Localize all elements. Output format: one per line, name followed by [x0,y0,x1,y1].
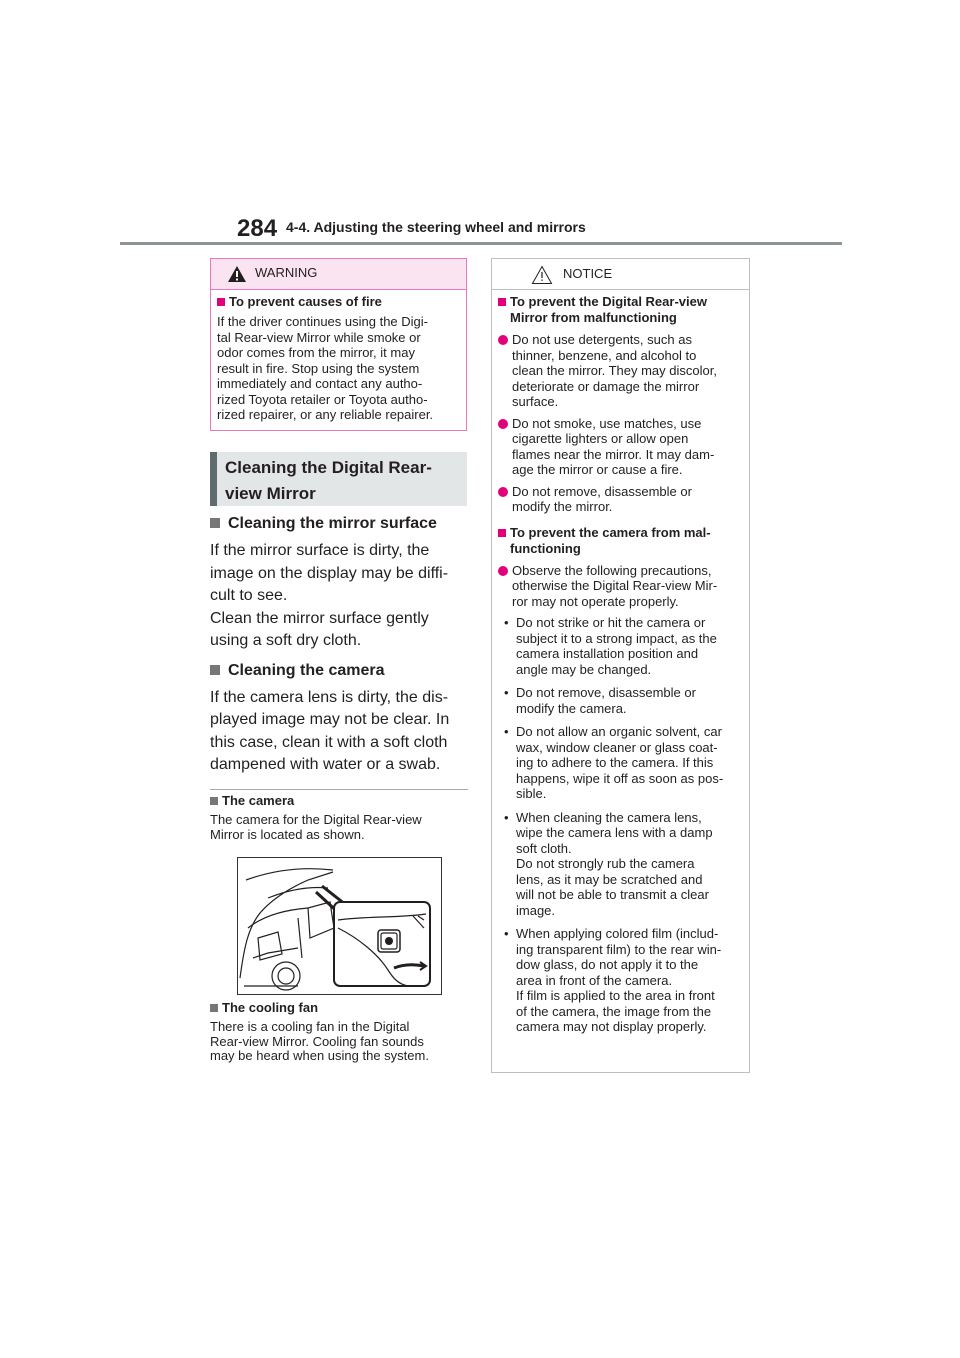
cooling-fan-heading [210,1000,468,1016]
bullet-item-text: Do not strike or hit the camera or subject it to a strong impact, as the camera installation position and angle may be changed. [516,615,717,677]
list-item-text: Observe the following precautions, otherwise the Digital Rear-view Mir- ror may not operate properly. [512,562,718,609]
the-camera-heading [210,793,468,809]
list-item [498,563,743,610]
pink-square-icon [498,529,506,537]
warning-subheading-text: To prevent causes of fire [229,294,382,309]
header-rule [120,242,842,245]
list-item-text: Do not smoke, use matches, use cigarette lighters or allow open flames near the mirror. It may dam- age the mirror or cause a fire. [512,415,715,477]
bullet-icon: • [504,615,509,630]
mirror-surface-heading-text: Cleaning the mirror surface [228,515,437,532]
pink-square-icon [217,298,225,306]
section-heading [210,452,467,506]
section-heading-line2: view Mirror [225,484,316,503]
list-item [498,484,743,515]
the-camera-text: The camera for the Digital Rear-view Mirror is located as shown. [210,812,422,842]
pink-dot-icon [498,335,508,345]
list-item-text: Do not use detergents, such as thinner, benzene, and alcohol to clean the mirror. They may discolor, deteriorate or damage the mirror surface. [512,332,717,409]
notice-box [491,258,750,1073]
gray-square-icon [210,665,220,675]
vehicle-rear-illustration-icon [238,858,441,994]
the-camera-heading-text: The camera [222,793,295,808]
bullet-icon: • [504,809,509,825]
chapter-title: 4-4. Adjusting the steering wheel and mirrors [286,219,586,235]
list-item-text: Do not remove, disassemble or modify the mirror. [512,483,692,514]
camera-location-figure [237,857,442,995]
notice-body [492,290,749,1035]
gray-square-icon [210,1004,218,1012]
notice-label: NOTICE [563,266,613,281]
gray-square-icon [210,797,218,805]
caution-triangle-icon [531,265,553,285]
list-item [498,416,743,478]
warning-text: If the driver continues using the Digi- tal Rear-view Mirror while smoke or odor comes from the mirror, it may result in fire. Stop using the system immediately and contact any autho- rized Toyota retailer or Toyota autho- rized repairer, or any reliable repairer. [217,314,434,422]
list-item [498,332,743,410]
bullet-icon: • [504,926,509,941]
cooling-fan-heading-text: The cooling fan [222,1000,319,1015]
bullet-item-text: Do not remove, disassemble or modify the camera. [516,685,696,716]
divider [210,789,468,790]
notice-subheading-mirror-text: To prevent the Digital Rear-view Mirror from malfunctioning [510,294,707,325]
bullet-item [504,724,743,802]
mirror-surface-text: If the mirror surface is dirty, the image on the display may be diffi- cult to see. Clean the mirror surface gently using a soft dry cloth. [210,542,449,649]
bullet-item-text: Do not allow an organic solvent, car wax, window cleaner or glass coat- ing to adhere to the camera. If this happens, wipe it off as soon as pos- sible. [516,724,724,801]
bullet-item [504,615,743,677]
bullet-item [504,685,743,716]
pink-dot-icon [498,566,508,576]
camera-clean-heading [210,661,468,681]
pink-square-icon [498,298,506,306]
warning-subheading [217,294,459,310]
warning-header [211,259,466,290]
notice-subheading-mirror [498,294,743,326]
pink-dot-icon [498,419,508,429]
notice-header [492,259,749,290]
warning-box [210,258,467,431]
camera-clean-heading-text: Cleaning the camera [228,661,385,679]
page-number: 284 [237,215,278,242]
warning-body [211,290,466,423]
the-camera-section [210,793,468,842]
cooling-fan-section [210,1000,468,1064]
bullet-item [504,810,743,919]
gray-square-icon [210,518,220,528]
warning-label: WARNING [255,265,318,280]
warning-triangle-icon [227,265,247,283]
bullet-icon: • [504,724,509,739]
left-column-main [210,514,468,785]
pink-dot-icon [498,487,508,497]
cooling-fan-text: There is a cooling fan in the Digital Rear-view Mirror. Cooling fan sounds may be heard when using the system. [210,1019,429,1063]
bullet-icon: • [504,685,509,700]
bullet-item-text: When cleaning the camera lens, wipe the camera lens with a damp soft cloth. Do not strongly rub the camera lens, as it may be scratched and will not be able to transmit a clear image. [516,809,713,918]
bullet-item [504,926,743,1035]
camera-clean-text: If the camera lens is dirty, the dis- played image may not be clear. In this case, clean it with a soft cloth dampened with water or a swab. [210,688,450,773]
section-heading-line1: Cleaning the Digital Rear- [225,458,432,477]
mirror-surface-heading [210,514,468,534]
notice-subheading-camera-text: To prevent the camera from mal- functioning [510,524,711,556]
bullet-item-text: When applying colored film (includ- ing transparent film) to the rear win- dow glass, do not apply it to the area in front of the camera. If film is applied to the area in front of the camera, the image from the camera may not display properly. [516,926,722,1034]
notice-subheading-camera [498,525,743,557]
